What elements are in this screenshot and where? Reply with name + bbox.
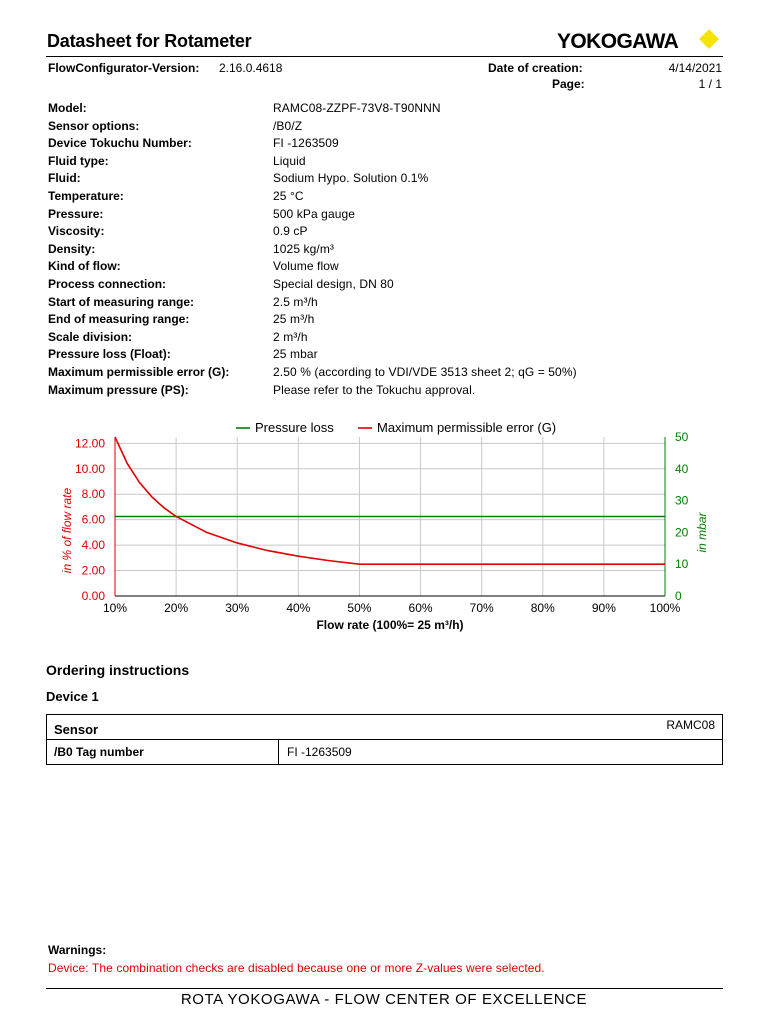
spec-row-fluid [48, 170, 688, 188]
x-axis-label: Flow rate (100%= 25 m³/h) [316, 618, 464, 632]
spec-value: 2 m³/h [273, 329, 308, 344]
sensor-row [47, 715, 722, 739]
left-tick-label: 0.00 [81, 589, 105, 603]
spec-label: Maximum pressure (PS): [48, 382, 189, 397]
spec-row-process-connection [48, 276, 688, 294]
logo-diamond-icon [699, 29, 719, 49]
footer-text: ROTA YOKOGAWA - FLOW CENTER OF EXCELLENCE [180, 991, 588, 1008]
spec-label: Scale division: [48, 329, 133, 344]
spec-label: Kind of flow: [48, 259, 121, 274]
sensor-label: Sensor [54, 721, 99, 737]
spec-row-fluid-type [48, 153, 688, 171]
spec-label: Start of measuring range: [48, 294, 195, 309]
sensor-value: RAMC08 [666, 717, 715, 732]
spec-value: RAMC08-ZZPF-73V8-T90NNN [273, 101, 441, 115]
spec-row-kind-of-flow [48, 258, 688, 276]
spec-value: 2.50 % (according to VDI/VDE 3513 sheet 2; qG = 50%) [273, 364, 577, 379]
spec-row-pressure-loss [48, 346, 688, 364]
right-tick-label: 30 [675, 493, 689, 508]
spec-row-model [48, 100, 688, 118]
spec-label: Fluid: [48, 171, 81, 186]
error-pressure-chart [0, 415, 768, 645]
spec-row-range-end [48, 311, 688, 329]
page-label: Page: [552, 77, 585, 91]
spec-row-max-pressure [48, 382, 688, 400]
left-tick-label: 10.00 [74, 461, 105, 476]
spec-value: Please refer to the Tokuchu approval. [273, 382, 476, 397]
version-label: FlowConfigurator-Version: [48, 61, 200, 75]
spec-value: 2.5 m³/h [273, 294, 318, 309]
version-value: 2.16.0.4618 [219, 61, 283, 75]
creation-date-value: 4/14/2021 [668, 61, 722, 75]
left-tick-label: 6.00 [81, 512, 105, 527]
spec-row-viscosity [48, 223, 688, 241]
x-tick-label: 90% [591, 601, 616, 615]
device-title: Device 1 [46, 689, 99, 704]
left-tick-label: 4.00 [81, 538, 105, 553]
spec-label: End of measuring range: [48, 312, 190, 327]
spec-label: Device Tokuchu Number: [48, 136, 192, 151]
x-tick-label: 20% [164, 601, 189, 615]
left-tick-label: 2.00 [81, 563, 105, 578]
x-tick-label: 80% [530, 601, 555, 615]
warning-message: Device: The combination checks are disabled because one or more Z-values were selected. [48, 961, 545, 975]
document-title: Datasheet for Rotameter [47, 31, 252, 51]
spec-label: Sensor options: [48, 118, 140, 133]
spec-label: Temperature: [48, 188, 124, 203]
x-tick-label: 50% [347, 601, 372, 615]
header-divider [46, 56, 723, 57]
spec-value: 0.9 cP [273, 224, 308, 239]
spec-label: Fluid type: [48, 153, 109, 168]
footer-divider [46, 988, 723, 989]
spec-value: Special design, DN 80 [273, 276, 394, 291]
legend-label: Pressure loss [255, 420, 334, 435]
tag-number-value: FI -1263509 [287, 745, 352, 759]
spec-label: Viscosity: [48, 224, 105, 239]
left-tick-label: 12.00 [74, 436, 105, 451]
right-tick-label: 40 [675, 461, 689, 476]
page-value: 1 / 1 [698, 77, 722, 91]
x-tick-label: 30% [225, 601, 250, 615]
left-tick-label: 8.00 [81, 487, 105, 502]
spec-value: Sodium Hypo. Solution 0.1% [273, 171, 429, 186]
spec-value: Liquid [273, 153, 306, 168]
x-tick-label: 70% [469, 601, 494, 615]
tag-number-label: /B0 Tag number [47, 740, 279, 764]
right-tick-label: 20 [675, 525, 689, 540]
spec-row-density [48, 241, 688, 259]
spec-row-pressure [48, 206, 688, 224]
ordering-table [46, 714, 723, 765]
right-axis-label: in mbar [695, 512, 709, 553]
legend-label: Maximum permissible error (G) [377, 420, 557, 435]
left-axis-label: in % of flow rate [60, 487, 74, 574]
spec-label: Pressure: [48, 206, 104, 221]
ordering-title: Ordering instructions [46, 662, 190, 678]
spec-row-max-error [48, 364, 688, 382]
spec-value: /B0/Z [273, 118, 303, 133]
right-tick-label: 0 [675, 589, 682, 603]
warnings-title: Warnings: [48, 943, 107, 957]
spec-row-tokuchu-number [48, 135, 688, 153]
spec-row-range-start [48, 294, 688, 312]
spec-value: 500 kPa gauge [273, 206, 356, 221]
right-tick-label: 50 [675, 430, 689, 444]
spec-row-scale-division [48, 329, 688, 347]
spec-row-sensor-options [48, 118, 688, 136]
spec-label: Model: [48, 101, 87, 115]
logo-text: YOKOGAWA [557, 30, 679, 53]
spec-label: Process connection: [48, 276, 167, 291]
spec-value: 1025 kg/m³ [273, 241, 335, 256]
spec-value: 25 m³/h [273, 312, 315, 327]
right-tick-label: 10 [675, 557, 689, 572]
spec-value: Volume flow [273, 259, 339, 274]
x-tick-label: 60% [408, 601, 433, 615]
specification-list [48, 100, 688, 399]
spec-label: Maximum permissible error (G): [48, 364, 230, 379]
spec-label: Pressure loss (Float): [48, 347, 171, 362]
spec-value: FI -1263509 [273, 136, 339, 151]
x-tick-label: 100% [649, 601, 681, 615]
spec-row-temperature [48, 188, 688, 206]
x-tick-label: 40% [286, 601, 311, 615]
tag-number-row [47, 739, 722, 764]
creation-date-label: Date of creation: [488, 61, 583, 75]
spec-value: 25 mbar [273, 347, 318, 362]
x-tick-label: 10% [102, 601, 128, 615]
spec-label: Density: [48, 241, 96, 256]
spec-value: 25 °C [273, 188, 304, 203]
